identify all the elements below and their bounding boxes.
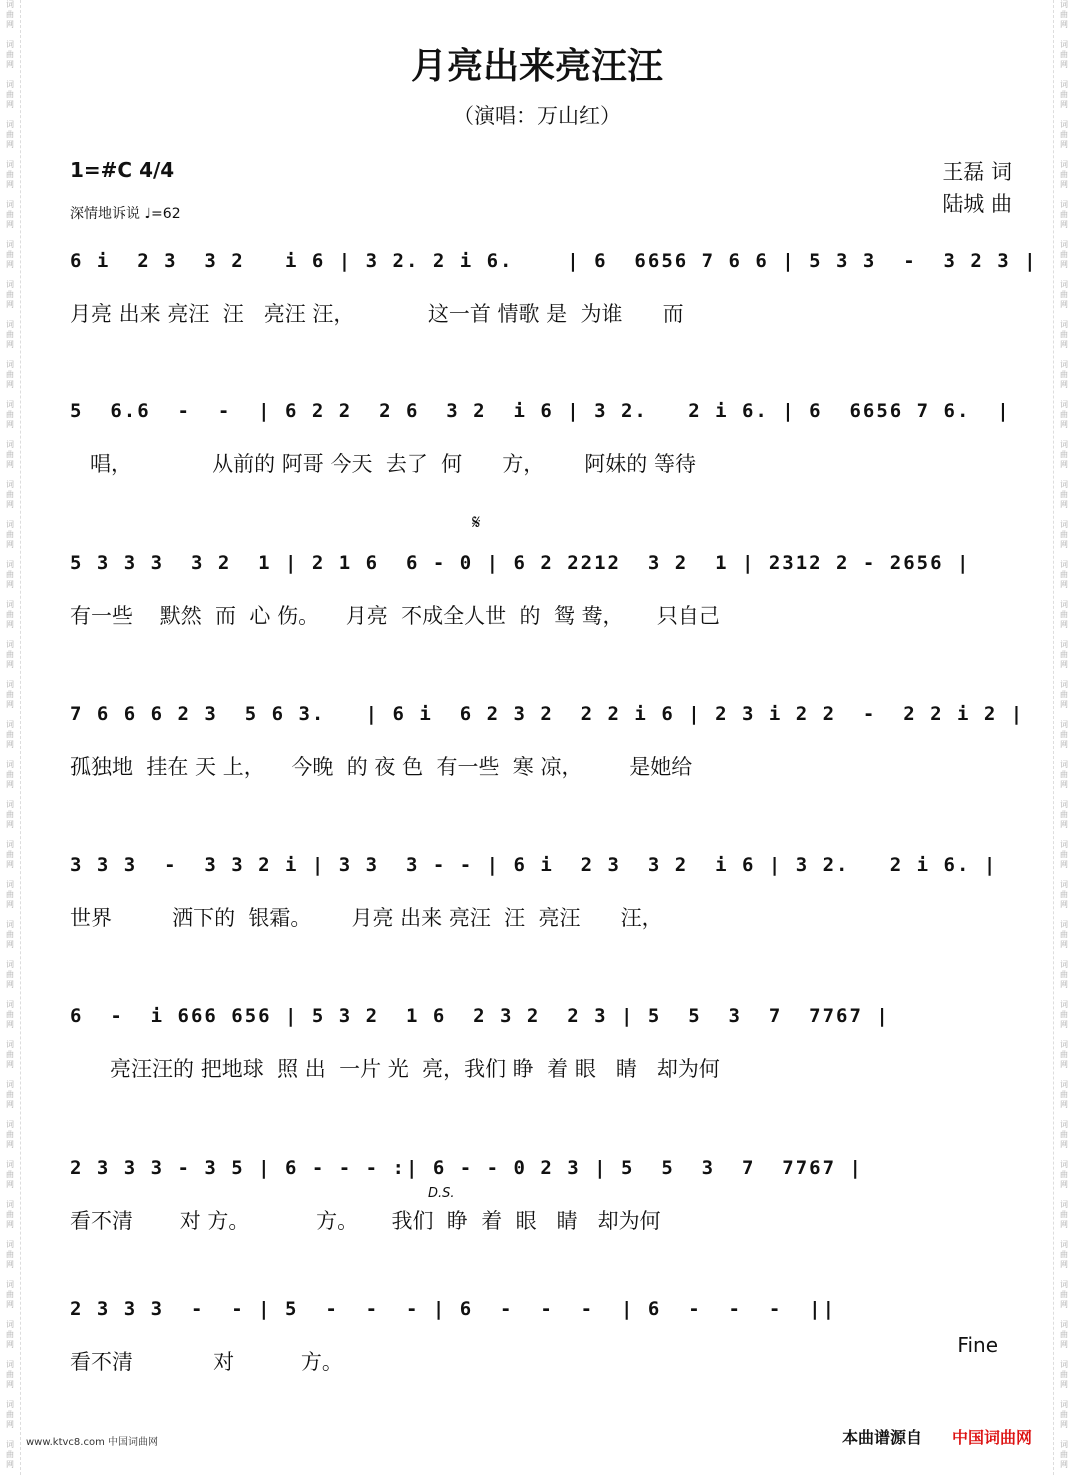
segno-sign: 𝄋 <box>472 510 481 534</box>
footer-url: www.ktvc8.com 中国词曲网 <box>26 1437 159 1448</box>
footer-brand: 中国词曲网 <box>952 1428 1033 1447</box>
lyric-line: 亮汪汪的 把地球 照 出 一片 光 亮，我们 睁 着 眼 睛 却为何 <box>70 1057 720 1081</box>
footer-source: 本曲谱源自 <box>842 1428 923 1447</box>
lyric-line: 世界 洒下的 银霜。 月亮 出来 亮汪 汪 亮汪 汪， <box>70 906 663 930</box>
notation-line: 5 6.6 - - | 6 2 2 2 6 3 2 i 6 | 3 2. 2 i 6. | 6 6656 7 6. | <box>70 400 1011 422</box>
lyric-line: 孤独地 挂在 天 上， 今晚 的 夜 色 有一些 寒 凉， 是她给 <box>70 755 693 779</box>
tempo-marking: 深情地诉说 ♩=62 <box>70 206 181 222</box>
lyric-line: 看不清 对 方。 方。 我们 睁 着 眼 睛 却为何 <box>70 1209 661 1233</box>
side-watermark-right: 词 曲 网 词 曲 网 词 曲 网 词 曲 网 词 曲 网 词 曲 网 词 曲 网 词 曲 网 词 曲 网 词 曲 网 词 曲 网 词 曲 网 词 曲 网 词 曲 网 词 曲 网 词 曲 网 词 曲 网 词 曲 网 词 曲 网 词 曲 网 词 曲 网 词 曲 网 词 曲 网 词 曲 网 词 曲 网 词 曲 网 词 曲 网 词 曲 网 词 曲 网 词 曲 网 词 曲 网 词 曲 网 词 曲 网 词 曲 网 词 曲 网 词 曲 网 词 曲 网 <box>1053 0 1074 1475</box>
lyric-line: 看不清 对 方。 <box>70 1350 343 1374</box>
notation-line: 3 3 3 - 3 3 2 i | 3 3 3 - - | 6 i 2 3 3 2 i 6 | 3 2. 2 i 6. | <box>70 854 998 876</box>
composer: 陆城 曲 <box>942 192 1012 216</box>
side-watermark-left: 词 曲 网 词 曲 网 词 曲 网 词 曲 网 词 曲 网 词 曲 网 词 曲 网 词 曲 网 词 曲 网 词 曲 网 词 曲 网 词 曲 网 词 曲 网 词 曲 网 词 曲 网 词 曲 网 词 曲 网 词 曲 网 词 曲 网 词 曲 网 词 曲 网 词 曲 网 词 曲 网 词 曲 网 词 曲 网 词 曲 网 词 曲 网 词 曲 网 词 曲 网 词 曲 网 词 曲 网 词 曲 网 词 曲 网 词 曲 网 词 曲 网 词 曲 网 词 曲 网 <box>0 0 21 1475</box>
song-title: 月亮出来亮汪汪 <box>410 45 663 87</box>
notation-line: 5 3 3 3 3 2 1 | 2 1 6 6 - 0 | 6 2 2212 3 2 1 | 2312 2 - 2656 | <box>70 552 971 574</box>
lyric-line: 月亮 出来 亮汪 汪 亮汪 汪， 这一首 情歌 是 为谁 而 <box>70 302 684 326</box>
notation-line: 6 i 2 3 3 2 i 6 | 3 2. 2 i 6. | 6 6656 7 6 6 | 5 3 3 - 3 2 3 | <box>70 250 1038 272</box>
notation-line: 2 3 3 3 - - | 5 - - - | 6 - - - | 6 - - - || <box>70 1298 837 1320</box>
performer: （演唱：万山红） <box>453 104 621 128</box>
notation-line: 7 6 6 6 2 3 5 6 3. | 6 i 6 2 3 2 2 2 i 6 | 2 3 i 2 2 - 2 2 i 2 | <box>70 703 1025 725</box>
lyric-line: 唱， 从前的 阿哥 今天 去了 何 方， 阿妹的 等待 <box>70 452 696 476</box>
notation-line: 2 3 3 3 - 3 5 | 6 - - - :| 6 - - 0 2 3 | 5 5 3 7 7767 | <box>70 1157 863 1179</box>
dal-segno: D.S. <box>428 1186 455 1201</box>
fine-marking: Fine <box>957 1333 998 1357</box>
lyric-line: 有一些 默然 而 心 伤。 月亮 不成全人世 的 鸳 鸯， 只自己 <box>70 604 720 628</box>
key-signature: 1=#C 4/4 <box>70 158 175 182</box>
notation-line: 6 - i 666 656 | 5 3 2 1 6 2 3 2 2 3 | 5 5 3 7 7767 | <box>70 1005 890 1027</box>
lyricist: 王磊 词 <box>942 160 1012 184</box>
